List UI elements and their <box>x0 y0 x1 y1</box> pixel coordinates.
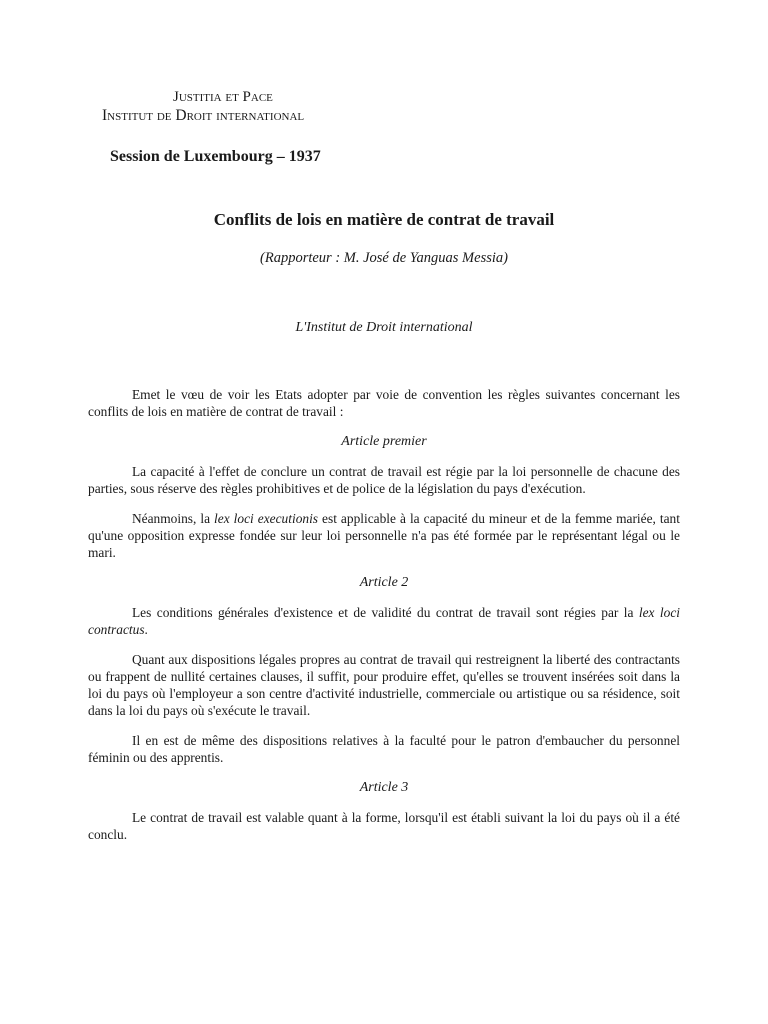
text-segment: est applicable à la capacité du mineur et de la femme mariée, tant qu'une opposition expresse fondée sur leur loi personnelle n'a pas été formée par le représentant légal ou le mari. <box>88 511 680 560</box>
session-heading: Session de Luxembourg – 1937 <box>110 148 321 165</box>
rapporteur-line: (Rapporteur : M. José de Yanguas Messia) <box>260 250 508 266</box>
article-2-heading: Article 2 <box>359 575 409 590</box>
italic-term: lex loci executionis <box>214 511 319 526</box>
article-3-heading: Article 3 <box>359 780 409 795</box>
document-body <box>88 386 680 856</box>
document-title: Conflits de lois en matière de contrat de travail <box>213 210 555 229</box>
text-segment: Néanmoins, la <box>132 511 215 526</box>
article-2-paragraph-1 <box>88 604 680 638</box>
text-segment: Les conditions générales d'existence et de validité du contrat de travail sont régies par la <box>132 605 639 620</box>
text-segment: . <box>144 622 148 637</box>
article-3-paragraph-1: Le contrat de travail est valable quant à la forme, lorsqu'il est établi suivant la loi du pays où il a été conclu. <box>88 810 680 842</box>
intro-paragraph: Emet le vœu de voir les Etats adopter par voie de convention les règles suivantes concernant les conflits de lois en matière de contrat de travail : <box>88 387 680 419</box>
italic-term: lex loci contractus <box>88 605 680 637</box>
institut-line: L'Institut de Droit international <box>295 320 473 335</box>
article-1-paragraph-1: La capacité à l'effet de conclure un contrat de travail est régie par la loi personnelle de chacune des parties, sous réserve des règles prohibitives et de police de la législation du pays d'exécution. <box>88 464 680 496</box>
article-2-paragraph-2: Quant aux dispositions légales propres au contrat de travail qui restreignent la liberté des contractants ou frappent de nullité certaines clauses, il suffit, pour produire effet, qu'elles se trouvent insérées soit dans la loi du pays où l'employeur a son centre d'activité industrielle, commerciale ou artistique ou sa résidence, soit dans la loi du pays où s'exécute le travail. <box>88 652 680 718</box>
article-1-paragraph-2 <box>88 510 680 561</box>
org-line-justitia: Justitia et Pace <box>173 89 273 105</box>
article-2-paragraph-3: Il en est de même des dispositions relatives à la faculté pour le patron d'embaucher du personnel féminin ou des apprentis. <box>88 733 680 765</box>
article-1-heading: Article premier <box>341 434 427 449</box>
org-line-institut: Institut de Droit international <box>102 107 305 124</box>
